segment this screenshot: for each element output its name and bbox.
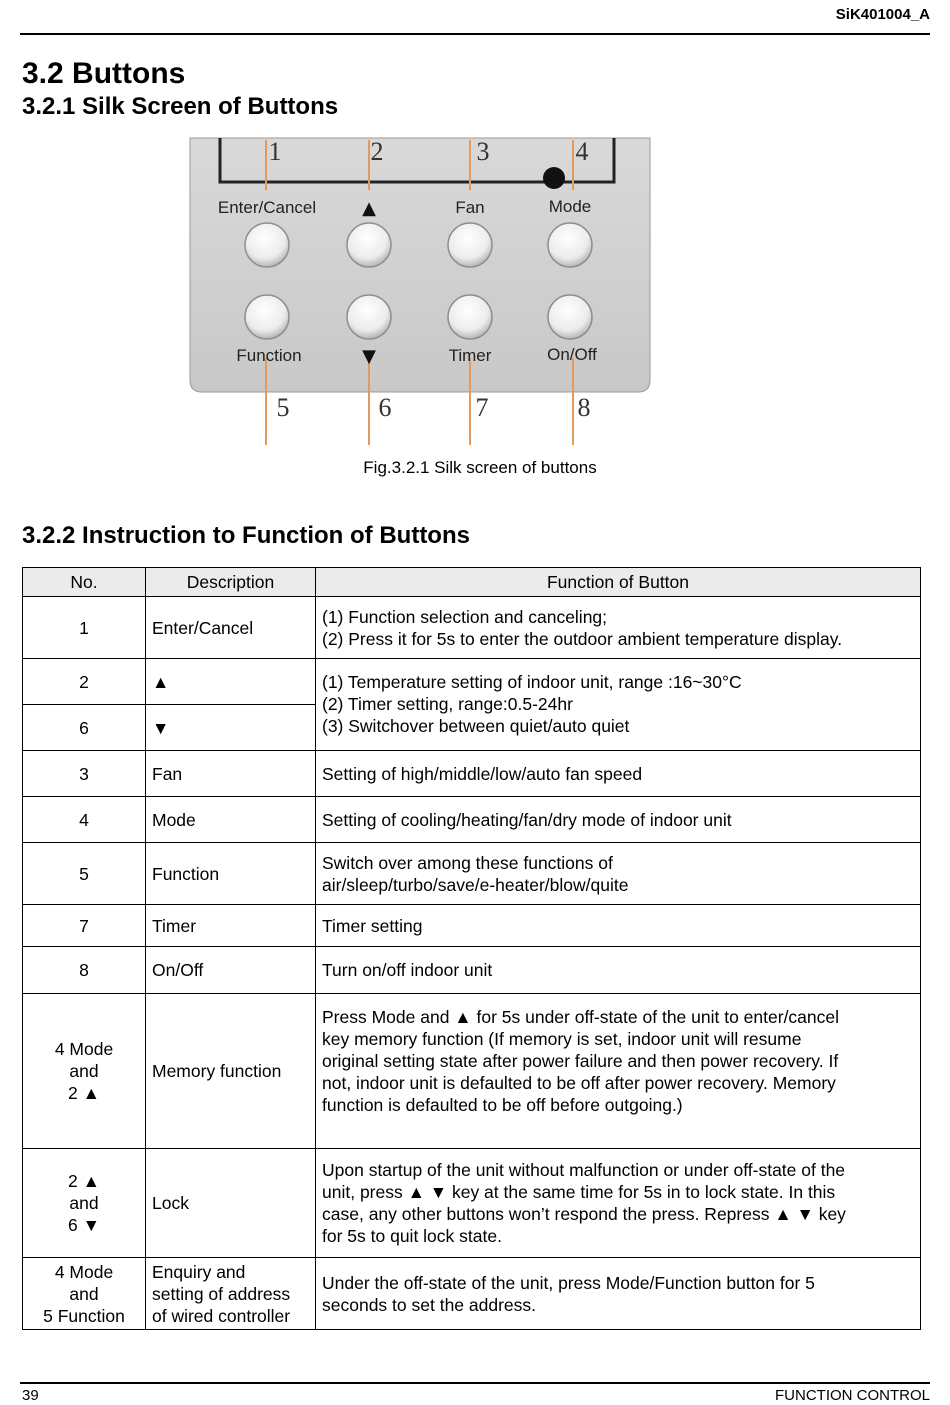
row-function [316,1258,921,1330]
figure-button-on-off [548,295,592,339]
figure-number-7: 7 [475,393,489,422]
figure-label-fan: Fan [455,198,485,217]
function-line: key memory function (If memory is set, indoor unit will resume [322,1029,802,1049]
function-line: (1) Temperature setting of indoor unit, range :16~30°C [322,672,742,692]
row-number [23,1149,146,1258]
table-row [23,905,921,947]
function-line: air/sleep/turbo/save/e-heater/blow/quite [322,874,629,895]
figure-label-enter-cancel: Enter/Cancel [217,198,317,217]
function-line: (2) Timer setting, range:0.5-24hr [322,694,573,714]
row-number [23,1258,146,1330]
number-line: 2 ▲ [68,1171,100,1191]
function-line: Under the off-state of the unit, press Mode/Function button for 5 [322,1272,815,1293]
row-description: Memory function [146,994,316,1149]
description-line: Enquiry and [152,1261,246,1282]
table-row [23,597,921,659]
column-header-no: No. [23,568,146,597]
figure-button-mode [548,223,592,267]
row-function [316,597,921,659]
table-row [23,947,921,994]
function-line: (1) Function selection and canceling; [322,606,608,627]
row-description: Enter/Cancel [146,597,316,659]
row-function: Turn on/off indoor unit [316,947,921,994]
row-number: 5 [23,843,146,905]
function-line: for 5s to quit lock state. [322,1226,502,1246]
figure-number-6: 6 [378,393,392,422]
number-line: and [69,1061,99,1081]
function-line: original setting state after power failure and then power recovery. If [322,1051,839,1071]
figure-label-on-off: On/Off [547,345,597,364]
button-function-table [22,567,921,1330]
row-function [316,659,921,751]
function-line: case, any other buttons won’t respond the press. Repress ▲ ▼ key [322,1204,846,1224]
function-line: Upon startup of the unit without malfunction or under off-state of the [322,1160,846,1180]
figure-caption: Fig.3.2.1 Silk screen of buttons [363,458,597,477]
function-line: Press Mode and ▲ for 5s under off-state of the unit to enter/cancel [322,1007,840,1027]
subsection-title-instruction: 3.2.2 Instruction to Function of Buttons [22,522,470,549]
figure-number-1: 1 [268,137,282,166]
subsection-title-silk-screen: 3.2.1 Silk Screen of Buttons [22,93,339,120]
function-line: seconds to set the address. [322,1294,537,1315]
column-header-description: Description [146,568,316,597]
figure-number-2: 2 [370,137,384,166]
number-line: 5 Function [43,1305,125,1326]
function-line: (2) Press it for 5s to enter the outdoor ambient temperature display. [322,628,843,649]
figure-button-timer [448,295,492,339]
number-line: 4 Mode [54,1261,114,1282]
row-function: Setting of cooling/heating/fan/dry mode of indoor unit [316,797,921,843]
row-description [146,1258,316,1330]
row-number: 7 [23,905,146,947]
header-rule [20,33,930,35]
row-function: Setting of high/middle/low/auto fan speed [316,751,921,797]
description-line: setting of address [152,1283,291,1304]
footer-rule [20,1382,930,1384]
document-id: SiK401004_A [835,6,930,23]
row-function [316,994,921,1149]
row-number: 2 [23,659,146,705]
function-line: not, indoor unit is defaulted to be off after power recovery. Memory [322,1073,836,1093]
figure-label-timer: Timer [448,346,492,365]
figure-number-4: 4 [575,137,589,166]
figure-label-mode: Mode [548,197,592,216]
button-panel-figure [180,130,660,450]
table-row [23,1258,921,1330]
page-number: 39 [22,1387,39,1404]
row-description: Function [146,843,316,905]
row-number: 3 [23,751,146,797]
figure-number-8: 8 [577,393,591,422]
figure-number-5: 5 [276,393,290,422]
row-number: 4 [23,797,146,843]
row-number: 8 [23,947,146,994]
number-line: and [69,1283,99,1304]
row-description: ▼ [146,705,316,751]
row-description: On/Off [146,947,316,994]
figure-button-function [245,295,289,339]
row-description: Fan [146,751,316,797]
row-description: Timer [146,905,316,947]
section-title: 3.2 Buttons [22,57,186,90]
description-line: of wired controller [152,1305,291,1326]
figure-button-down [347,295,391,339]
table-row [23,994,921,1149]
table-row [23,843,921,905]
table-row [23,1149,921,1258]
function-line: unit, press ▲ ▼ key at the same time for 5s in to lock state. In this [322,1182,836,1202]
row-number: 1 [23,597,146,659]
row-number: 6 [23,705,146,751]
column-header-function: Function of Button [316,568,921,597]
figure-button-enter-cancel [245,223,289,267]
figure-label-up: ▲ [362,198,376,219]
function-line: function is defaulted to be off before outgoing.) [322,1095,683,1115]
row-description: Lock [146,1149,316,1258]
figure-label-down: ▼ [362,346,376,367]
figure-button-fan [448,223,492,267]
function-line: (3) Switchover between quiet/auto quiet [322,716,630,736]
table-row [23,751,921,797]
number-line: and [69,1193,99,1213]
figure-number-3: 3 [476,137,490,166]
number-line: 4 Mode [54,1039,114,1059]
number-line: 6 ▼ [68,1215,100,1235]
row-function: Timer setting [316,905,921,947]
footer-title: FUNCTION CONTROL [775,1387,930,1404]
row-description: ▲ [146,659,316,705]
figure-button-up [347,223,391,267]
row-function [316,1149,921,1258]
row-number [23,994,146,1149]
row-description: Mode [146,797,316,843]
table-row [23,797,921,843]
function-line: Switch over among these functions of [322,852,613,873]
table-header-row [23,568,921,597]
number-line: 2 ▲ [68,1083,100,1103]
row-function [316,843,921,905]
figure-label-function: Function [236,346,302,365]
table-row [23,659,921,705]
